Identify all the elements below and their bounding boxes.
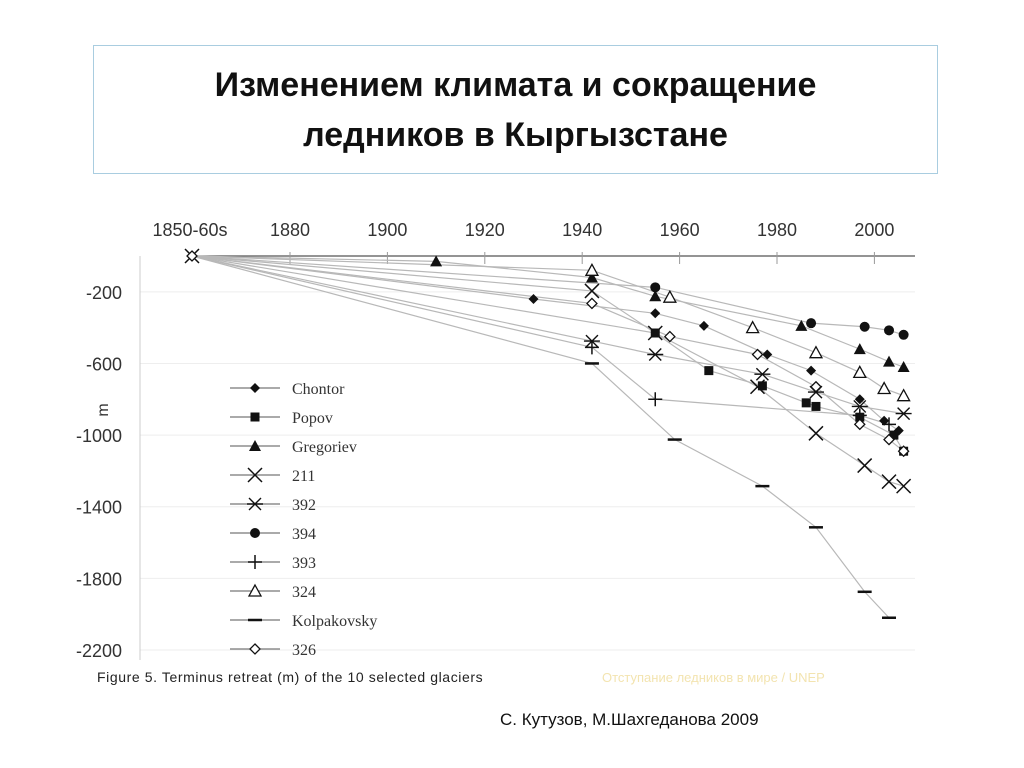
data-point-394 [806, 318, 816, 328]
legend-marker [251, 413, 260, 422]
x-tick-label: 1980 [756, 220, 798, 240]
data-point-324 [747, 322, 759, 333]
x-tick-label: 1940 [562, 220, 603, 240]
data-point-324 [664, 291, 676, 302]
series-line-394 [192, 256, 904, 335]
data-point-gregoriev [898, 361, 910, 372]
legend-label: 326 [292, 642, 316, 659]
chart-legend [230, 381, 377, 659]
data-point-chontor [806, 366, 816, 376]
chart-axes [140, 252, 915, 660]
data-point-gregoriev [854, 343, 866, 354]
legend-marker [248, 555, 262, 569]
data-point-211 [882, 475, 896, 489]
x-tick-label: 1920 [464, 220, 505, 240]
x-tick-label: 1880 [269, 220, 311, 240]
data-point-392 [754, 368, 770, 380]
y-tick-label: -2200 [75, 641, 122, 661]
legend-label: Gregoriev [292, 439, 357, 456]
legend-marker [250, 528, 260, 538]
legend-label: Kolpakovsky [292, 613, 378, 630]
data-point-chontor [529, 294, 539, 304]
data-point-392 [896, 408, 912, 420]
slide-title-line-1: Изменением климата и сокращение [214, 65, 817, 104]
legend-label: Popov [292, 410, 333, 427]
data-point-394 [884, 325, 894, 335]
data-point-394 [899, 330, 909, 340]
data-point-324 [854, 366, 866, 377]
author-credit: С. Кутузов, М.Шахгеданова 2009 [500, 710, 759, 729]
data-point-gregoriev [883, 356, 895, 367]
data-point-394 [860, 322, 870, 332]
data-point-326 [753, 350, 763, 360]
y-tick-label: -200 [85, 282, 122, 303]
slide-title-line-2: ледников в Кыргызстане [303, 115, 728, 154]
x-tick-label: 1900 [367, 220, 408, 240]
legend-marker [247, 498, 263, 510]
data-point-chontor [650, 308, 660, 318]
data-point-394 [650, 282, 660, 292]
y-tick-label: -1400 [75, 497, 122, 518]
series-line-gregoriev [192, 256, 904, 367]
data-point-324 [810, 347, 822, 358]
y-tick-label: -1800 [75, 569, 122, 590]
legend-label: Chontor [292, 381, 345, 398]
y-tick-label: -600 [85, 354, 122, 375]
x-tick-label: 1960 [659, 220, 700, 240]
data-point-popov [811, 402, 820, 411]
data-point-211 [897, 479, 911, 493]
legend-label: 392 [292, 497, 316, 514]
legend-marker [250, 383, 260, 393]
data-point-324 [878, 383, 890, 394]
x-tick-label: 1850-60s [152, 220, 228, 240]
x-tick-label: 2000 [854, 220, 895, 240]
data-point-popov [704, 366, 713, 375]
data-point-211 [809, 426, 823, 440]
data-point-chontor [699, 321, 709, 331]
y-tick-label: -1000 [75, 426, 122, 447]
source-overlay: Отступание ледников в мире / UNEP [602, 670, 825, 685]
figure-caption: Figure 5. Terminus retreat (m) of the 10 selected glaciers [97, 669, 484, 685]
data-point-211 [858, 459, 872, 473]
legend-label: 324 [292, 584, 316, 601]
legend-label: 211 [292, 468, 316, 485]
series-line-324 [192, 256, 904, 396]
legend-marker [250, 644, 260, 654]
data-point-392 [647, 349, 663, 361]
data-point-393 [648, 392, 662, 406]
legend-label: 394 [292, 526, 316, 543]
y-axis-label: m [95, 403, 112, 417]
chart-text [76, 220, 894, 685]
data-point-324 [898, 390, 910, 401]
legend-label: 393 [292, 555, 316, 572]
data-point-326 [587, 298, 597, 308]
data-point-popov [802, 398, 811, 407]
